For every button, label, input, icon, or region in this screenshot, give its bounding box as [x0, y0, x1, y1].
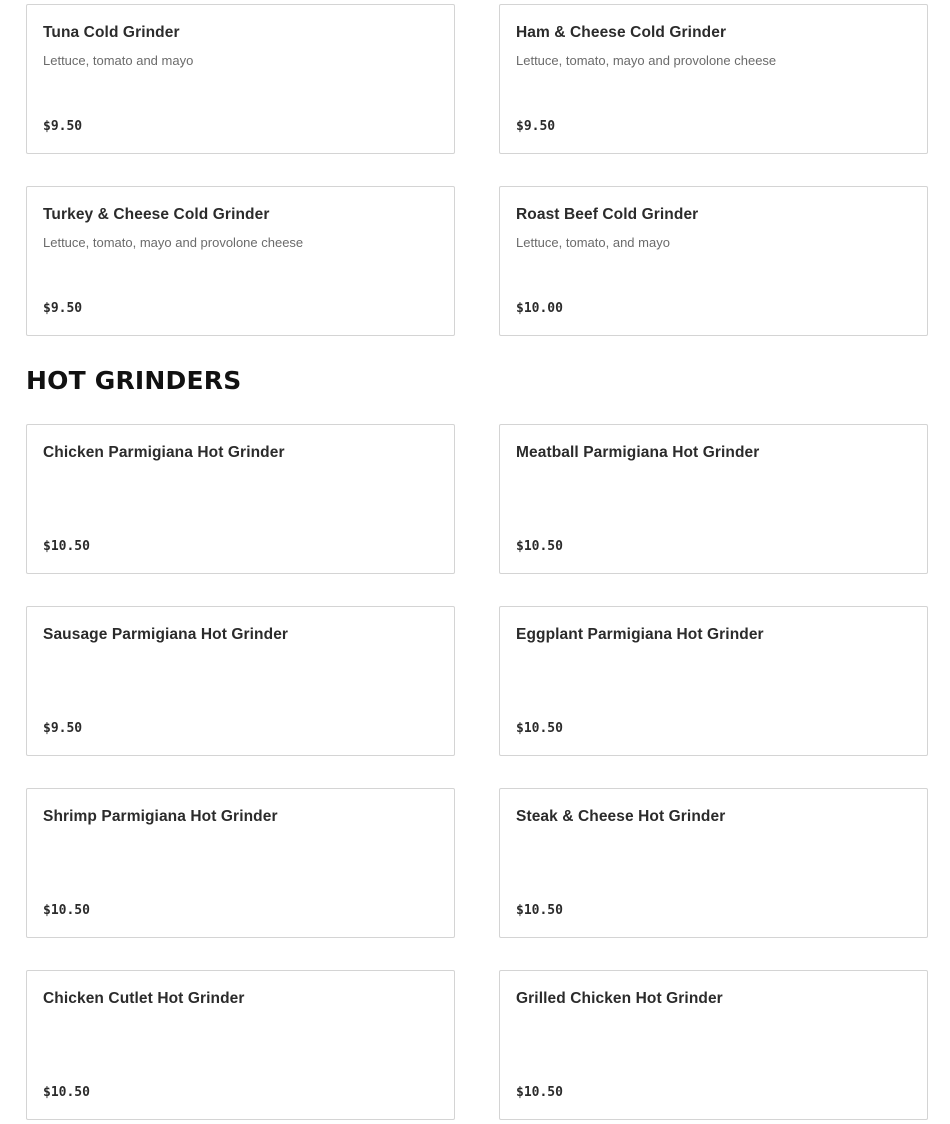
menu-item-name: Tuna Cold Grinder: [43, 24, 180, 41]
hot-grinders-grid: [26, 424, 928, 1120]
menu-item-card[interactable]: [26, 970, 455, 1120]
menu-item-price: $10.50: [43, 539, 90, 554]
menu-item-card[interactable]: [26, 424, 455, 574]
menu-item-name: Grilled Chicken Hot Grinder: [516, 990, 723, 1007]
menu-item-name: Turkey & Cheese Cold Grinder: [43, 206, 270, 223]
menu-item-price: $10.50: [516, 1085, 563, 1100]
menu-item-name: Shrimp Parmigiana Hot Grinder: [43, 808, 278, 825]
menu-item-name: Chicken Cutlet Hot Grinder: [43, 990, 245, 1007]
menu-item-price: $10.50: [516, 539, 563, 554]
menu-item-name: Meatball Parmigiana Hot Grinder: [516, 444, 760, 461]
menu-item-price: $10.50: [43, 903, 90, 918]
menu-item-price: $10.50: [516, 903, 563, 918]
menu-item-card[interactable]: [499, 424, 928, 574]
menu-item-name: Sausage Parmigiana Hot Grinder: [43, 626, 289, 643]
menu-item-name: Ham & Cheese Cold Grinder: [516, 24, 727, 41]
menu-item-price: $9.50: [516, 119, 556, 134]
menu-item-name: Steak & Cheese Hot Grinder: [516, 808, 726, 825]
menu-item-card[interactable]: [26, 788, 455, 938]
menu-item-price: $9.50: [43, 301, 83, 316]
menu-item-card[interactable]: [26, 606, 455, 756]
menu-item-description: Lettuce, tomato, and mayo: [516, 235, 670, 250]
menu-item-card[interactable]: [26, 4, 455, 154]
menu-item-card[interactable]: [499, 970, 928, 1120]
menu-item-price: $9.50: [43, 119, 83, 134]
menu-item-card[interactable]: [26, 186, 455, 336]
menu-item-description: Lettuce, tomato, mayo and provolone cheese: [516, 53, 777, 68]
menu-item-card[interactable]: [499, 606, 928, 756]
menu-item-name: Chicken Parmigiana Hot Grinder: [43, 444, 285, 461]
menu-item-price: $9.50: [43, 721, 83, 736]
cold-grinders-grid: [26, 4, 928, 336]
section-heading-hot-grinders: HOT GRINDERS: [26, 366, 242, 395]
menu-item-card[interactable]: [499, 788, 928, 938]
menu-item-name: Eggplant Parmigiana Hot Grinder: [516, 626, 764, 643]
menu-item-price: $10.50: [516, 721, 563, 736]
menu-item-card[interactable]: [499, 4, 928, 154]
menu-item-name: Roast Beef Cold Grinder: [516, 206, 699, 223]
menu-item-description: Lettuce, tomato and mayo: [43, 53, 194, 68]
menu-item-description: Lettuce, tomato, mayo and provolone cheese: [43, 235, 304, 250]
menu-item-price: $10.00: [516, 301, 563, 316]
menu-item-card[interactable]: [499, 186, 928, 336]
menu-item-price: $10.50: [43, 1085, 90, 1100]
